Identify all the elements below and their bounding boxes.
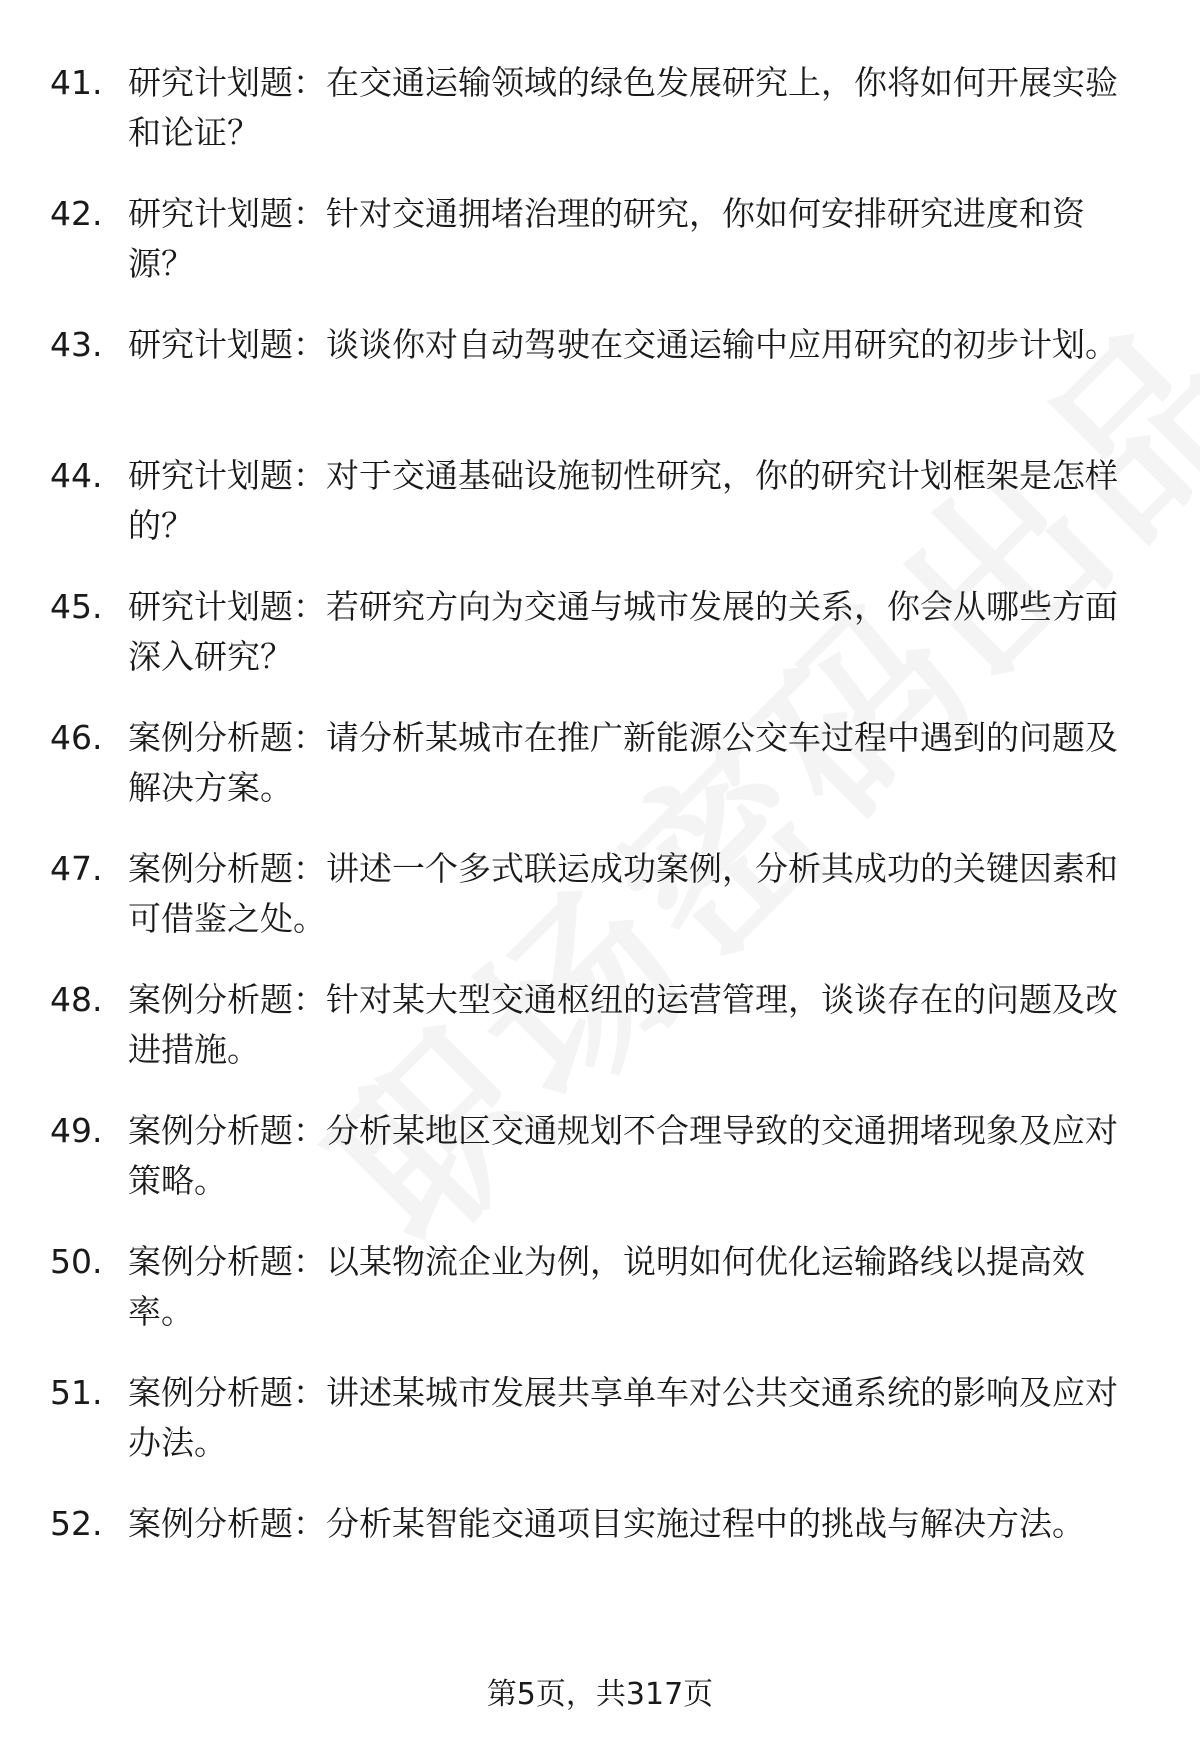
question-number: 51. (50, 1373, 103, 1412)
question-number: 48. (50, 980, 103, 1019)
question-number: 50. (50, 1242, 103, 1281)
question-text: 研究计划题：谈谈你对自动驾驶在交通运输中应用研究的初步计划。 (128, 325, 1118, 364)
question-item-52 (0, 1499, 1200, 1630)
question-item-44 (0, 451, 1200, 582)
question-number: 42. (50, 194, 103, 233)
question-text: 研究计划题：在交通运输领域的绿色发展研究上，你将如何开展实验和论证？ (128, 63, 1118, 152)
question-text: 案例分析题：讲述某城市发展共享单车对公共交通系统的影响及应对办法。 (128, 1373, 1118, 1462)
question-text: 案例分析题：请分析某城市在推广新能源公交车过程中遇到的问题及解决方案。 (128, 718, 1118, 807)
question-item-50 (0, 1237, 1200, 1368)
question-text: 案例分析题：讲述一个多式联运成功案例，分析其成功的关键因素和可借鉴之处。 (128, 849, 1118, 938)
question-text: 研究计划题：针对交通拥堵治理的研究，你如何安排研究进度和资源？ (128, 194, 1085, 283)
question-number: 45. (50, 587, 103, 626)
question-item-43 (0, 320, 1200, 451)
question-item-49 (0, 1106, 1200, 1237)
question-item-46 (0, 713, 1200, 844)
question-item-47 (0, 844, 1200, 975)
question-item-45 (0, 582, 1200, 713)
question-item-42 (0, 189, 1200, 320)
question-number: 47. (50, 849, 103, 888)
question-number: 44. (50, 456, 103, 495)
question-number: 52. (50, 1504, 103, 1543)
question-list (0, 58, 1200, 1630)
question-number: 49. (50, 1111, 103, 1150)
page-number-footer: 第5页，共317页 (486, 1677, 714, 1712)
question-text: 研究计划题：若研究方向为交通与城市发展的关系，你会从哪些方面深入研究？ (128, 587, 1118, 676)
question-text: 案例分析题：分析某地区交通规划不合理导致的交通拥堵现象及应对策略。 (128, 1111, 1118, 1200)
question-text: 案例分析题：针对某大型交通枢纽的运营管理，谈谈存在的问题及改进措施。 (128, 980, 1118, 1069)
question-item-48 (0, 975, 1200, 1106)
question-item-41 (0, 58, 1200, 189)
question-number: 46. (50, 718, 103, 757)
question-number: 41. (50, 63, 103, 102)
question-text: 研究计划题：对于交通基础设施韧性研究，你的研究计划框架是怎样的？ (128, 456, 1118, 545)
question-item-51 (0, 1368, 1200, 1499)
question-text: 案例分析题：以某物流企业为例，说明如何优化运输路线以提高效率。 (128, 1242, 1085, 1331)
question-number: 43. (50, 325, 103, 364)
question-text: 案例分析题：分析某智能交通项目实施过程中的挑战与解决方法。 (128, 1504, 1085, 1543)
